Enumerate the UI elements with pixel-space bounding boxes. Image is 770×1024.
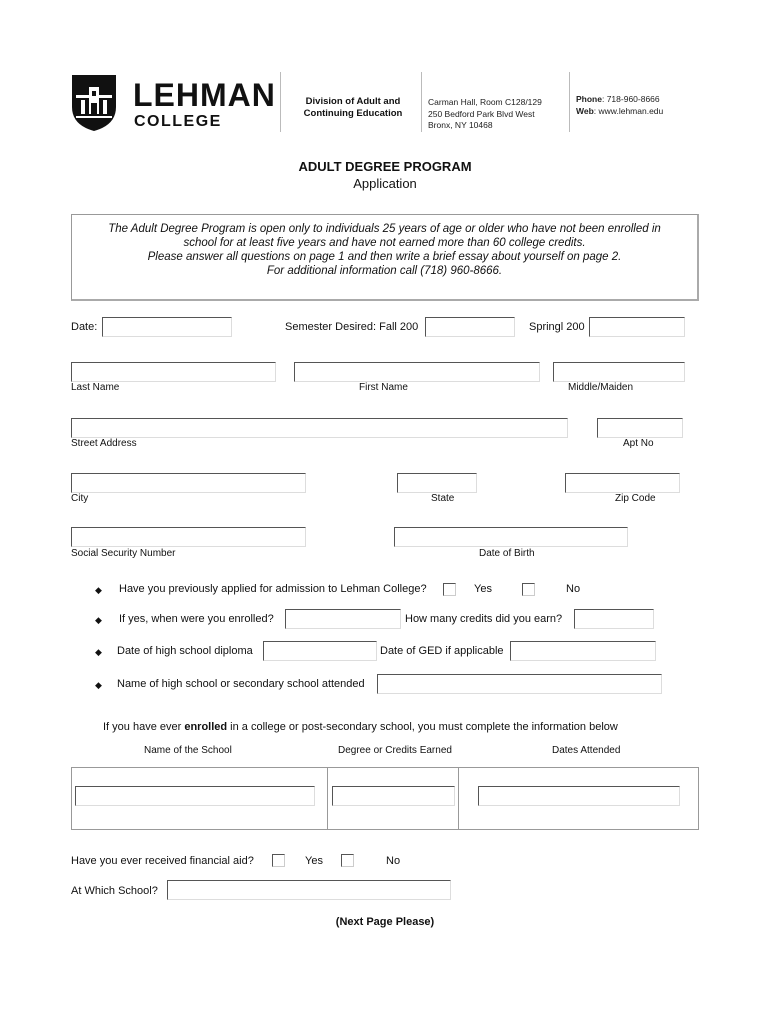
when-enrolled-field[interactable] [285, 609, 401, 629]
dob-label: Date of Birth [479, 548, 535, 559]
table-column-divider [458, 767, 459, 830]
date-field[interactable] [102, 317, 232, 337]
state-field[interactable] [397, 473, 477, 493]
bullet-diamond-icon: ◆ [95, 680, 102, 690]
street-address-field[interactable] [71, 418, 568, 438]
financial-aid-no-checkbox[interactable] [341, 854, 354, 867]
bullet-diamond-icon: ◆ [95, 647, 102, 657]
first-name-label: First Name [359, 382, 408, 393]
financial-aid-yes-checkbox[interactable] [272, 854, 285, 867]
mailing-address: Carman Hall, Room C128/129 250 Bedford Park Blvd West Bronx, NY 10468 [428, 97, 542, 130]
bullet-diamond-icon: ◆ [95, 615, 102, 625]
form-subtitle: Application [353, 176, 417, 191]
middle-maiden-field[interactable] [553, 362, 685, 382]
header-divider [280, 72, 281, 132]
header [0, 0, 770, 150]
degree-credits-field[interactable] [332, 786, 455, 806]
financial-aid-yes-label: Yes [305, 855, 323, 867]
hs-diploma-date-field[interactable] [263, 641, 377, 661]
school-name-field[interactable] [75, 786, 315, 806]
previously-applied-no-checkbox[interactable] [522, 583, 535, 596]
previously-applied-no-label: No [566, 583, 581, 595]
financial-aid-question: Have you ever received financial aid? [71, 855, 254, 867]
which-school-field[interactable] [167, 880, 451, 900]
eligibility-notice: The Adult Degree Program is open only to individuals 25 years of age or older who have not been enrolled in school for at least five years and have not earned more than 60 college credits. Please answer all questions on page 1 and then write a brief essay about yourself on page 2. For additional information call (718) 960-8666. [71, 214, 699, 301]
financial-aid-no-label: No [386, 855, 401, 867]
previously-applied-question: Have you previously applied for admission to Lehman College? [119, 583, 427, 595]
dob-field[interactable] [394, 527, 628, 547]
apt-no-field[interactable] [597, 418, 683, 438]
credits-earned-field[interactable] [574, 609, 654, 629]
ssn-field[interactable] [71, 527, 306, 547]
middle-maiden-label: Middle/Maiden [568, 382, 634, 393]
first-name-field[interactable] [294, 362, 540, 382]
semester-spring-label: Springl 200 [529, 321, 585, 333]
col-header-dates: Dates Attended [552, 745, 621, 756]
when-enrolled-question: If yes, when were you enrolled? [119, 613, 274, 625]
next-page-note: (Next Page Please) [335, 916, 435, 928]
previously-applied-yes-checkbox[interactable] [443, 583, 456, 596]
dates-attended-field[interactable] [478, 786, 680, 806]
date-label: Date: [71, 321, 98, 333]
last-name-field[interactable] [71, 362, 276, 382]
hs-name-field[interactable] [377, 674, 662, 694]
state-label: State [431, 493, 455, 504]
form-title: ADULT DEGREE PROGRAM [298, 159, 472, 174]
header-divider [421, 72, 422, 132]
ssn-label: Social Security Number [71, 548, 176, 559]
hs-diploma-question: Date of high school diploma [117, 645, 253, 657]
logo-wordmark: LEHMAN [133, 77, 276, 113]
apt-no-label: Apt No [623, 438, 654, 449]
fall-year-field[interactable] [425, 317, 515, 337]
zip-code-label: Zip Code [615, 493, 656, 504]
lehman-shield-logo-icon [70, 73, 118, 133]
table-column-divider [327, 767, 328, 830]
ged-date-field[interactable] [510, 641, 656, 661]
contact-info: Phone: 718-960-8666 Web: www.lehman.edu [576, 94, 664, 116]
zip-code-field[interactable] [565, 473, 680, 493]
logo-subword: COLLEGE [134, 113, 222, 130]
credits-earned-question: How many credits did you earn? [405, 613, 563, 625]
col-header-degree: Degree or Credits Earned [338, 745, 452, 756]
col-header-school-name: Name of the School [144, 745, 232, 756]
ged-question: Date of GED if applicable [380, 645, 504, 657]
division-name: Division of Adult and Continuing Education [303, 96, 403, 119]
bullet-diamond-icon: ◆ [95, 585, 102, 595]
hs-name-question: Name of high school or secondary school attended [117, 678, 365, 690]
last-name-label: Last Name [71, 382, 120, 393]
spring-year-field[interactable] [589, 317, 685, 337]
which-school-label: At Which School? [71, 885, 158, 897]
semester-fall-label: Semester Desired: Fall 200 [285, 321, 419, 333]
city-label: City [71, 493, 89, 504]
header-divider [569, 72, 570, 132]
previously-applied-yes-label: Yes [474, 583, 492, 595]
street-address-label: Street Address [71, 438, 137, 449]
city-field[interactable] [71, 473, 306, 493]
schools-intro: If you have ever enrolled in a college or post-secondary school, you must complete the information below [103, 721, 618, 733]
